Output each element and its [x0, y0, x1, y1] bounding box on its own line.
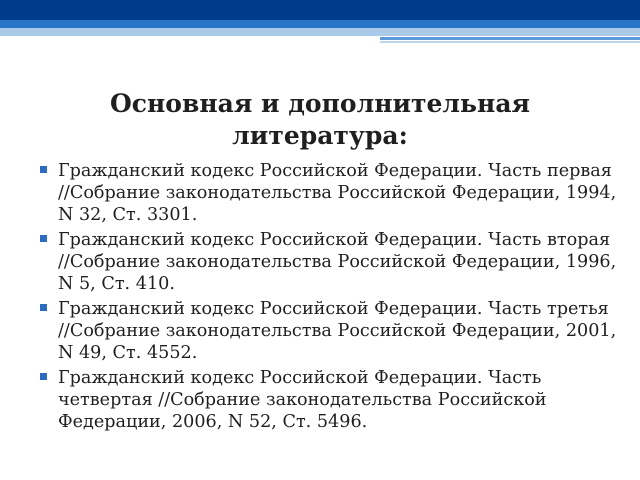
- header-band-dark: [0, 0, 640, 20]
- reference-item: [40, 229, 620, 295]
- bullet-icon: [40, 235, 47, 242]
- header-band-light: [0, 28, 640, 36]
- reference-text: Гражданский кодекс Российской Федерации. Часть третья //Собрание законодательства Российской Федерации, 2001, N 49, Ст. 4552.: [58, 299, 617, 363]
- bullet-icon: [40, 304, 47, 311]
- bullet-icon: [40, 166, 47, 173]
- reference-item: [40, 367, 620, 433]
- header-band-mid: [0, 20, 640, 28]
- reference-text: Гражданский кодекс Российской Федерации. Часть четвертая //Собрание законодательства Российской Федерации, 2006, N 52, Ст. 5496.: [58, 368, 547, 432]
- header-stripe-2: [380, 41, 640, 43]
- slide-title: Основная и дополнительная литература:: [110, 89, 530, 150]
- reference-list: [40, 160, 620, 436]
- reference-text: Гражданский кодекс Российской Федерации. Часть вторая //Собрание законодательства Российской Федерации, 1996, N 5, Ст. 410.: [58, 230, 617, 294]
- reference-item: [40, 160, 620, 226]
- reference-text: Гражданский кодекс Российской Федерации. Часть первая //Собрание законодательства Российской Федерации, 1994, N 32, Ст. 3301.: [58, 161, 617, 225]
- bullet-icon: [40, 373, 47, 380]
- reference-item: [40, 298, 620, 364]
- header-stripe-1: [380, 37, 640, 40]
